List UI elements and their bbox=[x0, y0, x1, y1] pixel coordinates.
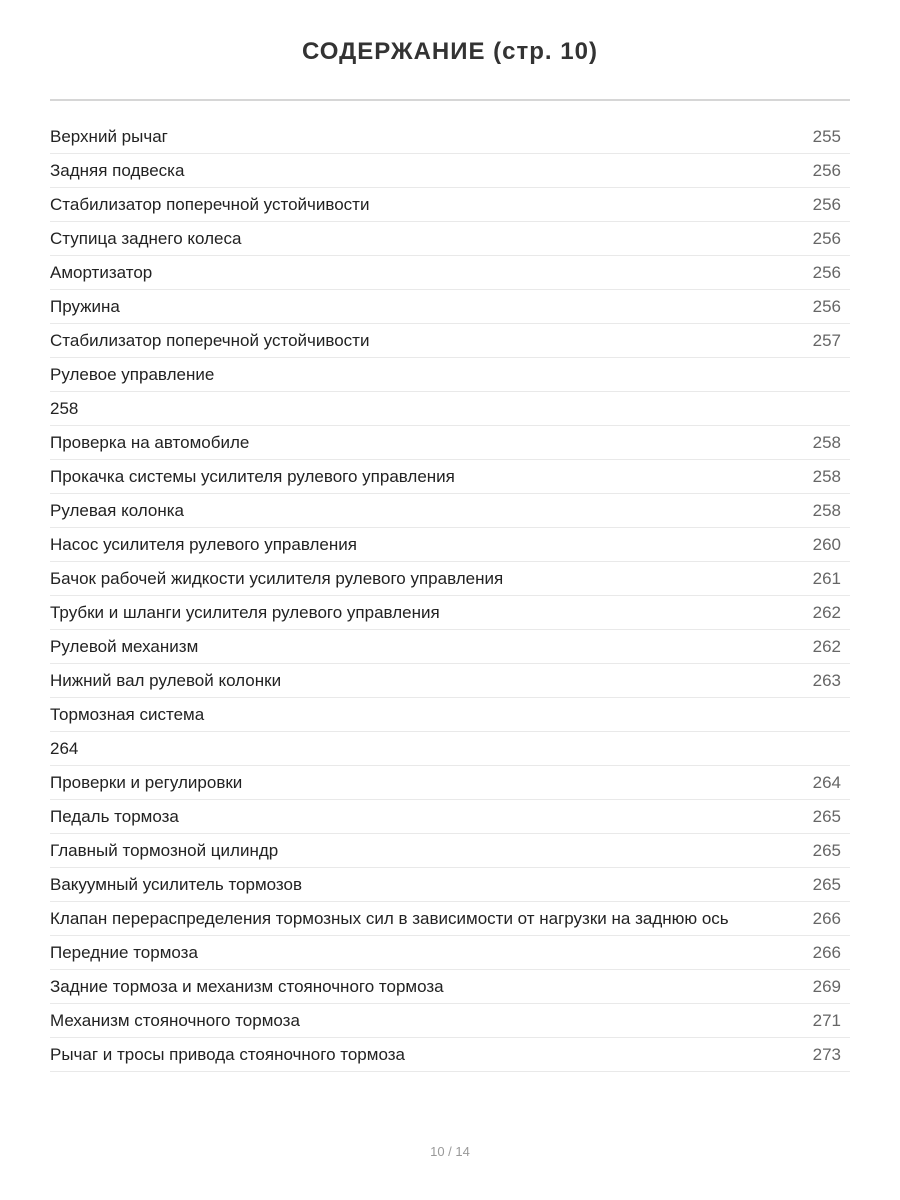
toc-entry-title: Передние тормоза bbox=[50, 943, 198, 962]
toc-entry-title: Проверки и регулировки bbox=[50, 773, 243, 792]
toc-entry-page-number: 256 bbox=[812, 229, 841, 248]
toc-entry-title: Насос усилителя рулевого управления bbox=[50, 535, 357, 554]
toc-entry[interactable] bbox=[50, 698, 850, 732]
toc-entry-title: Пружина bbox=[50, 297, 120, 316]
toc-entry-title: Трубки и шланги усилителя рулевого управления bbox=[50, 603, 440, 622]
toc-entry[interactable] bbox=[50, 494, 850, 528]
toc-entry-title: Тормозная система bbox=[50, 705, 205, 724]
toc-entry[interactable] bbox=[50, 732, 850, 766]
toc-entry[interactable] bbox=[50, 120, 850, 154]
toc-entry[interactable] bbox=[50, 188, 850, 222]
toc-entry-title: Стабилизатор поперечной устойчивости bbox=[50, 331, 370, 350]
page-title: СОДЕРЖАНИЕ (стр. 10) bbox=[302, 38, 598, 65]
toc-entry-title: Бачок рабочей жидкости усилителя рулевого управления bbox=[50, 569, 504, 588]
toc-entry[interactable] bbox=[50, 324, 850, 358]
toc-entry-title: Педаль тормоза bbox=[50, 807, 179, 826]
toc-entry-page-number: 257 bbox=[812, 331, 841, 350]
toc-entry[interactable] bbox=[50, 358, 850, 392]
toc-entry-title: Клапан перераспределения тормозных сил в зависимости от нагрузки на заднюю ось bbox=[50, 909, 729, 928]
toc-entry[interactable] bbox=[50, 834, 850, 868]
toc-entry[interactable] bbox=[50, 392, 850, 426]
toc-entry-page-number: 262 bbox=[812, 603, 841, 622]
toc-entry-title: Нижний вал рулевой колонки bbox=[50, 671, 282, 690]
toc-entry-page-number: 266 bbox=[812, 909, 841, 928]
toc-entry-title: Вакуумный усилитель тормозов bbox=[50, 875, 302, 894]
toc-entry[interactable] bbox=[50, 800, 850, 834]
toc-entry[interactable] bbox=[50, 1004, 850, 1038]
toc-entry[interactable] bbox=[50, 154, 850, 188]
toc-entry-title: Главный тормозной цилиндр bbox=[50, 841, 279, 860]
toc-entry-page-number: 258 bbox=[812, 433, 841, 452]
toc-entry[interactable] bbox=[50, 902, 850, 936]
toc-entry[interactable] bbox=[50, 222, 850, 256]
title-divider bbox=[50, 99, 850, 101]
toc-entry[interactable] bbox=[50, 664, 850, 698]
toc-entry[interactable] bbox=[50, 562, 850, 596]
toc-entry-title: Рулевой механизм bbox=[50, 637, 199, 656]
toc-entry-page-number: 265 bbox=[812, 807, 841, 826]
toc-entry-title: Задняя подвеска bbox=[50, 161, 185, 180]
toc-entry-page-number: 256 bbox=[812, 195, 841, 214]
toc-entry-page-number: 262 bbox=[812, 637, 841, 656]
toc-entry-page-number: 256 bbox=[812, 161, 841, 180]
toc-entry-title: Механизм стояночного тормоза bbox=[50, 1011, 300, 1030]
toc-entry-page-number: 265 bbox=[812, 841, 841, 860]
toc-entry-page-number: 271 bbox=[812, 1011, 841, 1030]
toc-entry-page-number: 258 bbox=[812, 467, 841, 486]
toc-entry[interactable] bbox=[50, 630, 850, 664]
toc-entry-title: Ступица заднего колеса bbox=[50, 229, 242, 248]
toc-entry-page-number: 273 bbox=[812, 1045, 841, 1064]
toc-entry-page-number: 260 bbox=[812, 535, 841, 554]
toc-entry-page-number: 264 bbox=[812, 773, 841, 792]
toc-entry-title: Прокачка системы усилителя рулевого управления bbox=[50, 467, 455, 486]
toc-entry-title: Рулевое управление bbox=[50, 365, 215, 384]
toc-entry[interactable] bbox=[50, 596, 850, 630]
toc-entry[interactable] bbox=[50, 256, 850, 290]
toc-entry-page-number: 256 bbox=[812, 297, 841, 316]
toc-entry[interactable] bbox=[50, 290, 850, 324]
toc-entry-page-number: 263 bbox=[812, 671, 841, 690]
table-of-contents bbox=[50, 120, 850, 1072]
toc-entry-page-number: 255 bbox=[812, 127, 841, 146]
toc-entry-title: Амортизатор bbox=[50, 263, 153, 282]
toc-entry-title: Стабилизатор поперечной устойчивости bbox=[50, 195, 370, 214]
toc-entry[interactable] bbox=[50, 766, 850, 800]
toc-entry[interactable] bbox=[50, 868, 850, 902]
toc-entry[interactable] bbox=[50, 970, 850, 1004]
page-number-indicator: 10 / 14 bbox=[430, 1144, 470, 1159]
toc-entry-title: 258 bbox=[50, 399, 79, 418]
toc-entry[interactable] bbox=[50, 426, 850, 460]
toc-entry-title: Проверка на автомобиле bbox=[50, 433, 250, 452]
toc-entry[interactable] bbox=[50, 460, 850, 494]
toc-entry[interactable] bbox=[50, 528, 850, 562]
toc-entry-title: 264 bbox=[50, 739, 79, 758]
toc-entry-page-number: 265 bbox=[812, 875, 841, 894]
toc-entry-title: Рычаг и тросы привода стояночного тормоза bbox=[50, 1045, 405, 1064]
toc-entry-page-number: 269 bbox=[812, 977, 841, 996]
toc-entry[interactable] bbox=[50, 936, 850, 970]
toc-entry[interactable] bbox=[50, 1038, 850, 1072]
toc-entry-page-number: 258 bbox=[812, 501, 841, 520]
toc-entry-title: Рулевая колонка bbox=[50, 501, 184, 520]
toc-entry-title: Задние тормоза и механизм стояночного тормоза bbox=[50, 977, 444, 996]
toc-entry-page-number: 266 bbox=[812, 943, 841, 962]
toc-entry-page-number: 261 bbox=[812, 569, 841, 588]
toc-entry-page-number: 256 bbox=[812, 263, 841, 282]
toc-entry-title: Верхний рычаг bbox=[50, 127, 168, 146]
